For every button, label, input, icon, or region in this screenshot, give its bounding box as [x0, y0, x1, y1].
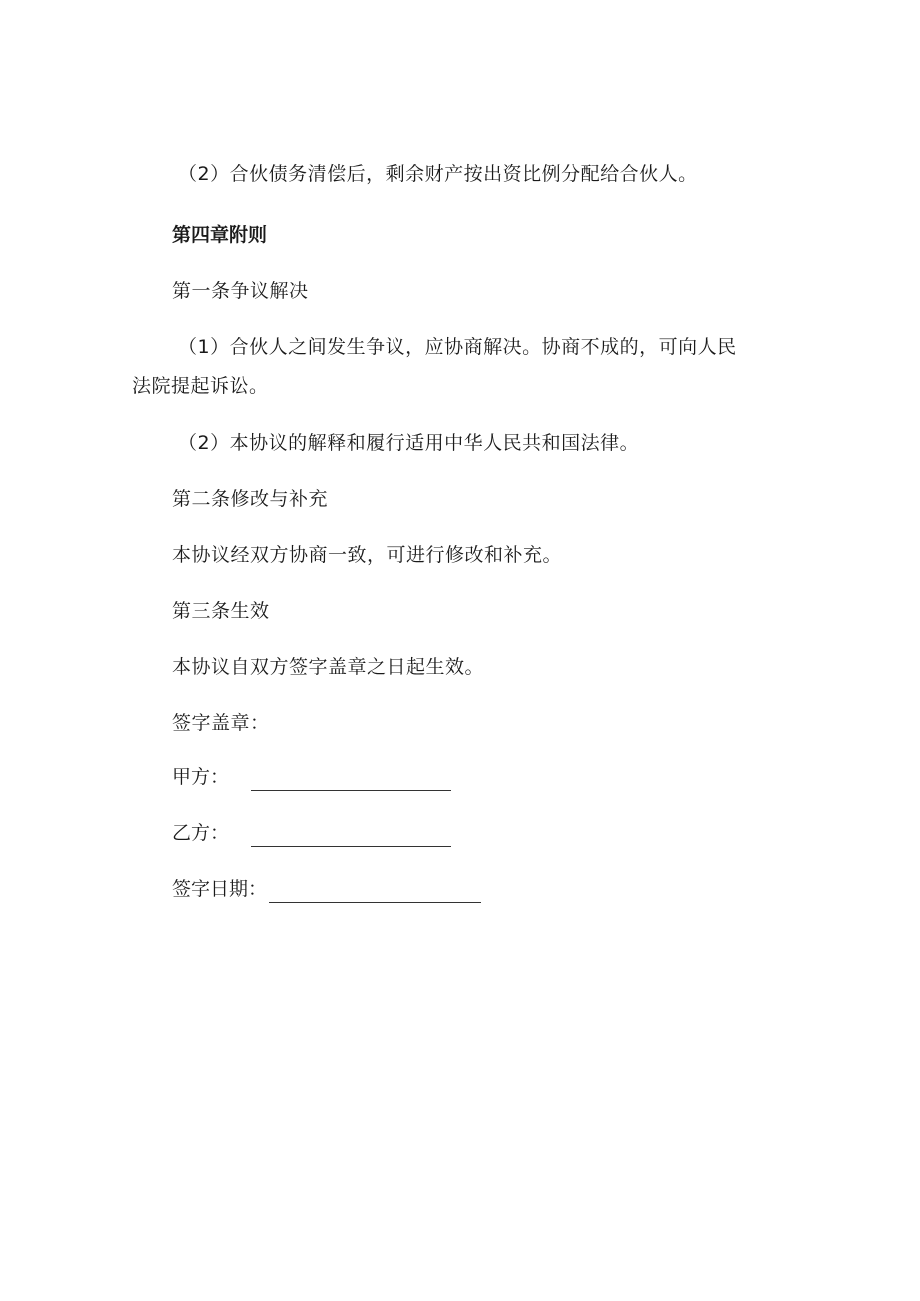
sign-date-line[interactable] — [269, 880, 481, 903]
date-signature-row — [172, 875, 481, 903]
sign-date-label: 签字日期： — [172, 878, 268, 900]
party-b-signature-line[interactable] — [251, 824, 451, 847]
article-3-title: 第三条生效 — [172, 600, 270, 622]
article-2-title: 第二条修改与补充 — [172, 488, 329, 510]
party-a-signature-row — [172, 763, 451, 791]
article-1-clause-1-line-1: （1）合伙人之间发生争议，应协商解决。协商不成的，可向人民 — [178, 336, 737, 358]
article-1-clause-2: （2）本协议的解释和履行适用中华人民共和国法律。 — [178, 432, 640, 454]
party-b-signature-row — [172, 819, 451, 847]
signature-heading: 签字盖章： — [172, 712, 270, 734]
party-a-label: 甲方： — [172, 766, 230, 788]
article-2-text: 本协议经双方协商一致，可进行修改和补充。 — [172, 544, 563, 566]
clause-2-text: （2）合伙债务清偿后，剩余财产按出资比例分配给合伙人。 — [178, 163, 698, 185]
article-1-title: 第一条争议解决 — [172, 280, 309, 302]
party-a-signature-line[interactable] — [251, 768, 451, 791]
party-b-label: 乙方： — [172, 822, 230, 844]
article-1-clause-1-line-2: 法院提起诉讼。 — [132, 375, 269, 397]
chapter-heading: 第四章附则 — [172, 224, 268, 246]
article-3-text: 本协议自双方签字盖章之日起生效。 — [172, 656, 485, 678]
